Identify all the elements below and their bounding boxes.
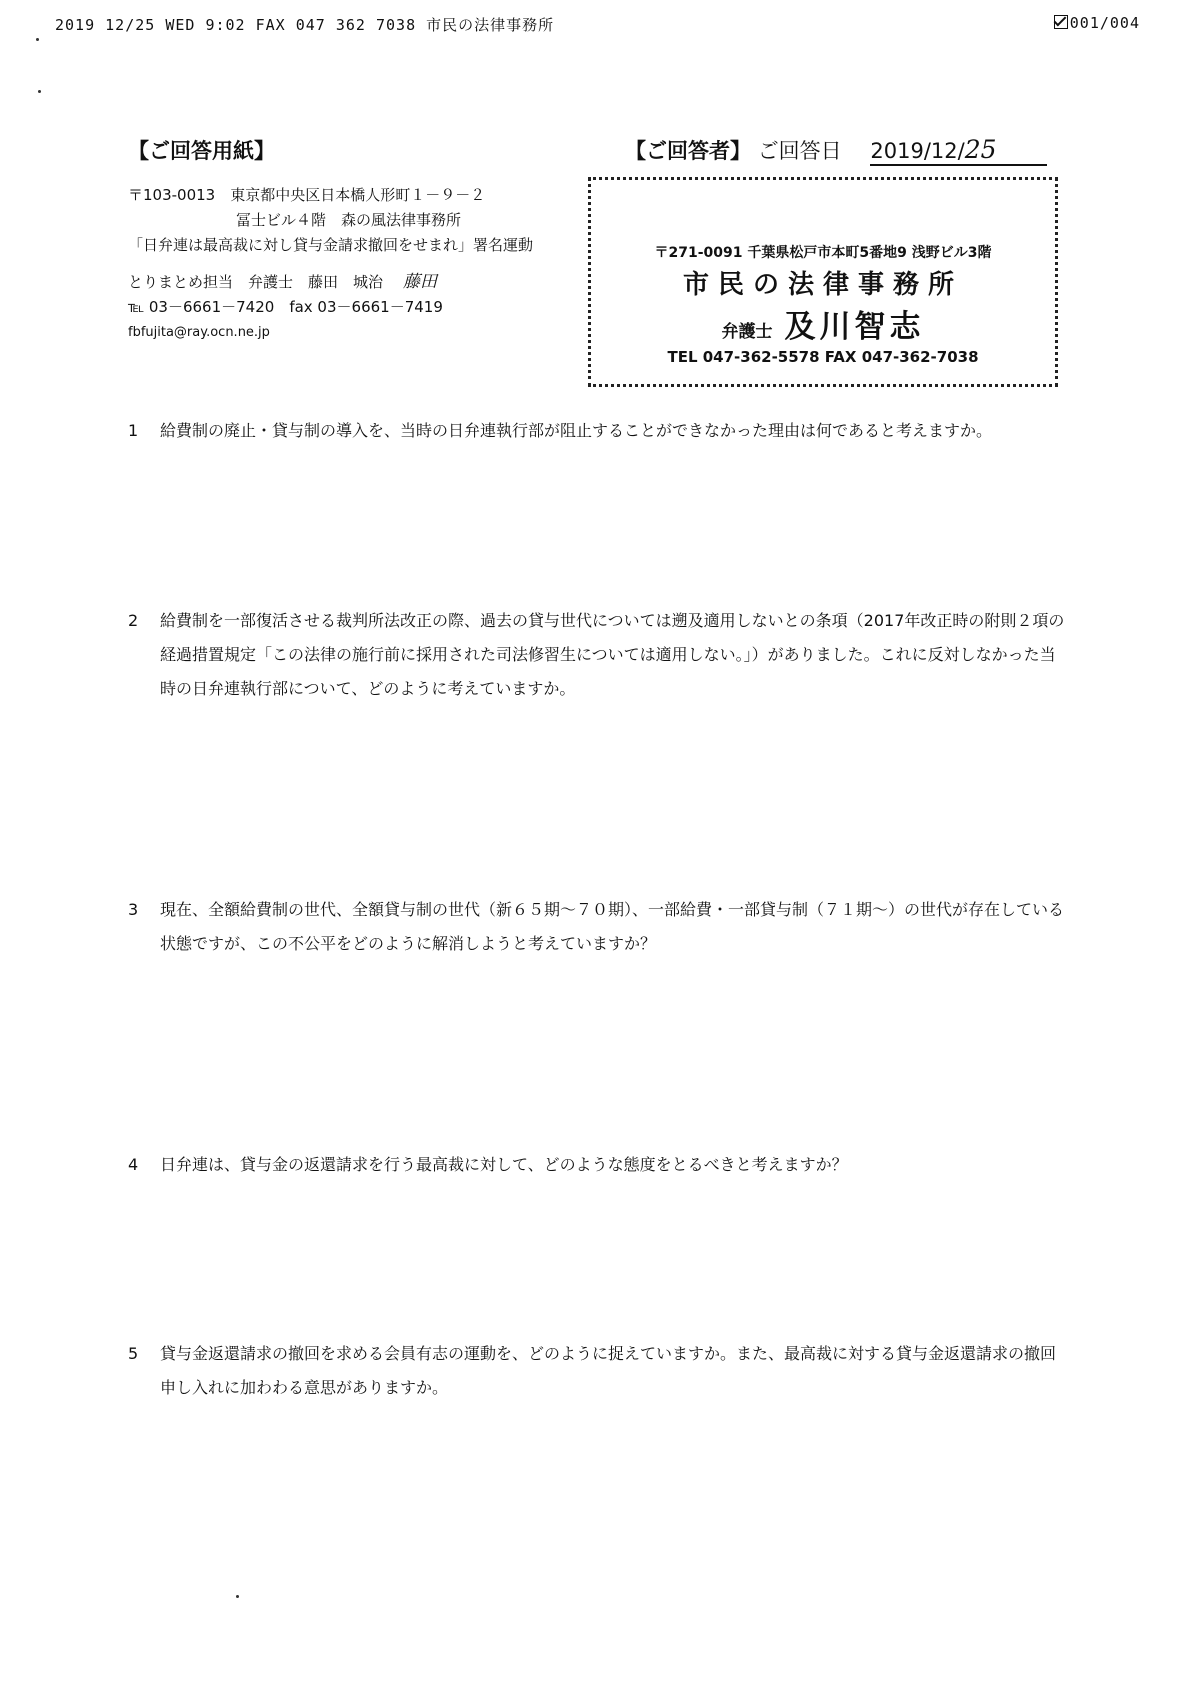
respondent-stamp <box>591 242 1055 366</box>
answer-date-field[interactable] <box>870 135 1046 166</box>
sender-building: 冨士ビル４階 森の風法律事務所 <box>236 211 462 229</box>
question-number: 5 <box>128 1344 139 1363</box>
sender-postal-address: 〒103-0013 東京都中央区日本橋人形町１－９－２ <box>128 186 486 204</box>
stamp-name: 及川智志 <box>784 309 925 345</box>
fax-page-counter <box>1054 14 1140 32</box>
answer-day-handwritten: 25 <box>964 135 997 164</box>
respondent-header <box>625 135 1047 166</box>
stamp-address: 〒271-0091 千葉県松戸市本町5番地9 浅野ビル3階 <box>654 245 992 261</box>
sender-coordinator: とりまとめ担当 弁護士 藤田 城治 <box>128 273 384 291</box>
question-3 <box>128 893 1068 961</box>
answer-date: 2019/12/ <box>870 139 965 163</box>
question-number: 3 <box>128 900 139 919</box>
stamp-tel-fax: TEL 047-362-5578 FAX 047-362-7038 <box>667 348 979 366</box>
question-text: 日弁連は、貸与金の返還請求を行う最高裁に対して、どのような態度をとるべきと考えますか？ <box>160 1155 848 1174</box>
stamp-office-name: 市民の法律事務所 <box>682 270 963 300</box>
question-number: 1 <box>128 421 139 440</box>
question-text: 給費制を一部復活させる裁判所法改正の際、過去の貸与世代については遡及適用しないとの条項（2017年改正時の附則２項の経過措置規定「この法律の施行前に採用された司法修習生については適用しない。」）がありました。これに反対しなかった当時の日弁連執行部について、どのように考えていますか。 <box>160 611 1065 698</box>
question-text: 貸与金返還請求の撤回を求める会員有志の運動を、どのように捉えていますか。また、最高裁に対する貸与金返還請求の撤回申し入れに加わわる意思がありますか。 <box>160 1344 1057 1397</box>
question-1 <box>128 414 1068 448</box>
stamp-title: 弁護士 <box>721 322 773 342</box>
scan-speck <box>38 90 41 93</box>
sheet-title: 【ご回答用紙】 <box>128 139 275 163</box>
checkbox-icon <box>1054 15 1068 29</box>
fax-header-line: 2019 12/25 WED 9:02 FAX 047 362 7038 市民の法律事務所 <box>55 16 555 34</box>
sender-coordinator-line <box>128 270 533 295</box>
respondent-stamp-area <box>588 177 1058 387</box>
fax-page-number: 001/004 <box>1069 14 1140 32</box>
question-4 <box>128 1148 1068 1182</box>
sender-phone-fax: ℡ 03－6661－7420 fax 03－6661－7419 <box>128 298 443 316</box>
scan-speck <box>236 1595 239 1598</box>
question-text: 現在、全額給費制の世代、全額貸与制の世代（新６５期～７０期）、一部給費・一部貸与制（７１期～）の世代が存在している状態ですが、この不公平をどのように解消しようと考えていますか？ <box>160 900 1065 953</box>
stamp-lawyer-line <box>591 301 1055 346</box>
answer-date-label: ご回答日 <box>757 139 842 163</box>
scan-speck <box>36 38 39 41</box>
question-text: 給費制の廃止・貸与制の導入を、当時の日弁連執行部が阻止することができなかった理由は何であると考えますか。 <box>160 421 993 440</box>
question-2 <box>128 604 1068 706</box>
sender-email: fbfujita@ray.ocn.ne.jp <box>128 325 270 340</box>
question-number: 2 <box>128 611 139 630</box>
sender-block <box>128 183 533 345</box>
question-number: 4 <box>128 1155 139 1174</box>
sender-campaign: 「日弁連は最高裁に対し貸与金請求撤回をせまれ」署名運動 <box>128 236 534 254</box>
sender-signature: 藤田 <box>403 272 438 292</box>
question-5 <box>128 1337 1068 1405</box>
respondent-label: 【ご回答者】 <box>625 139 751 163</box>
